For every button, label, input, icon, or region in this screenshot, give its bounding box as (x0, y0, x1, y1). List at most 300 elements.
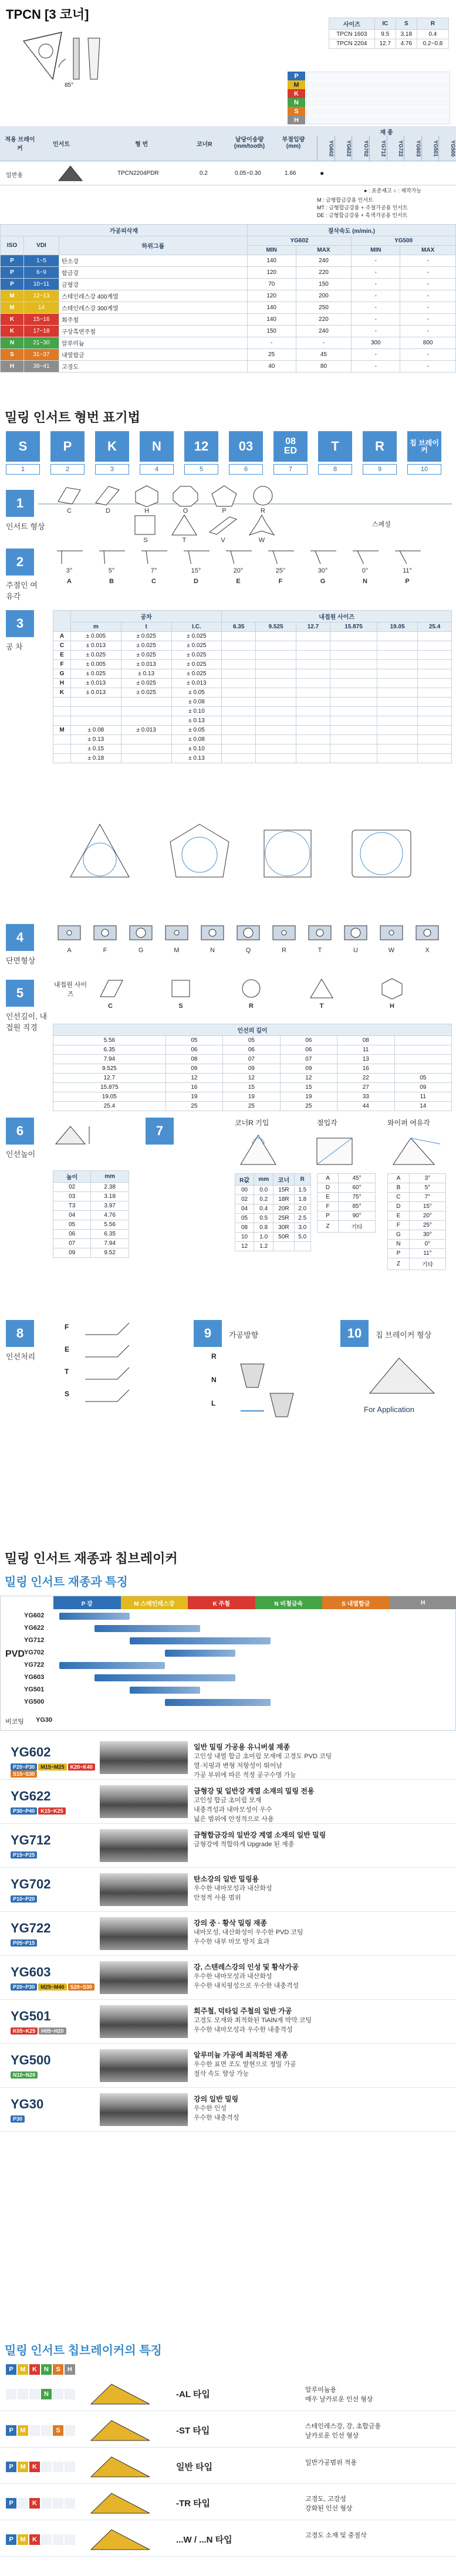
breaker-iso-head-cell: K (29, 2364, 40, 2375)
edge-prep-icon (82, 1365, 147, 1383)
grade-group-header: S 내열합금 (322, 1596, 390, 1609)
step-8-box: 8 (6, 1320, 34, 1347)
grade-item-line: 우수한 내마모성과 내산화성 (194, 1885, 272, 1892)
special-label: 스페셜 (372, 521, 391, 528)
breaker-iso-cell: M (18, 2462, 28, 2472)
height-cell: 7.94 (91, 1239, 129, 1248)
tol-row (53, 707, 452, 716)
wiper-cell: 30° (409, 1230, 445, 1240)
tol-cell (121, 698, 171, 707)
tol-cell (256, 707, 296, 716)
clearance-angle: 20° (233, 567, 244, 574)
edge-length-row (53, 1064, 452, 1074)
code-row (0, 431, 456, 478)
speed-cell: - (352, 255, 400, 267)
corner-r-row (235, 1214, 311, 1223)
grade-item-desc (194, 1742, 446, 1780)
grade-cols (317, 136, 456, 161)
edge-length-cell: 19 (165, 1092, 222, 1102)
group-cell: 스테인레스강 300계열 (59, 302, 248, 314)
legend-line: M : 금형합금강용 인서트 (317, 197, 373, 203)
tol-cell (222, 641, 256, 651)
grade-bar-label: YG702 (24, 1649, 45, 1656)
height-cell: 4.76 (91, 1211, 129, 1220)
tol-cell (222, 632, 256, 641)
step-6-label: 인선높이 (6, 1150, 36, 1159)
breaker-iso-head-cell: N (41, 2364, 52, 2375)
code-number: 3 (95, 464, 129, 475)
cutting-angle-cell: Z (317, 1221, 339, 1233)
code-number: 9 (363, 464, 397, 475)
grade-group-header: N 비철금속 (255, 1596, 323, 1609)
corner-r-cell: 00 (235, 1186, 254, 1195)
shape-letter: C (67, 507, 72, 514)
edge-prep-letter: E (65, 1345, 70, 1353)
grade-tag: M25~M40 (38, 1983, 66, 1991)
tol-col: 15.875 (330, 622, 377, 632)
size-shape-letter: C (108, 1003, 113, 1010)
tol-cell: ± 0.025 (71, 669, 121, 679)
grade-col: YG501 (421, 136, 439, 161)
stock-note: ● : 표준재고 ○ : 제작가능 (364, 188, 421, 194)
edge-length-cell: 14 (394, 1102, 451, 1111)
breaker-iso-cell: M (18, 2425, 28, 2436)
grade-group-header: H (390, 1596, 456, 1609)
col-code: 형 번 (135, 141, 148, 148)
tol-cell: ± 0.005 (71, 660, 121, 669)
grade-item-desc (194, 2050, 446, 2079)
section-letter: T (317, 947, 322, 954)
tol-cell (121, 707, 171, 716)
tol-cell: ± 0.13 (171, 716, 222, 726)
corner-r-head: R값 (235, 1174, 254, 1186)
grade-item-line: 내충격성과 내마모성이 우수 (194, 1806, 272, 1813)
tol-row (53, 744, 452, 754)
group-cell: 합금강 (59, 267, 248, 279)
edge-length-cell: 5.56 (53, 1036, 166, 1045)
speed-cell: 150 (247, 326, 296, 337)
spec-cell: TPCN 2204 (329, 39, 375, 49)
breaker-desc (305, 2422, 381, 2440)
group-cell: 내열합금 (59, 349, 248, 361)
max-header: MAX (296, 246, 352, 255)
grade-groups (53, 1596, 456, 1609)
grade-item-desc (194, 1830, 446, 1849)
tol-cell: ± 0.08 (171, 698, 222, 707)
wiper-cell: D (388, 1202, 410, 1211)
clearance-icon (391, 549, 426, 566)
tol-cell (296, 669, 330, 679)
shape-p-icon (208, 484, 241, 507)
speed-cell: 140 (247, 255, 296, 267)
wiper-cell: G (388, 1230, 410, 1240)
tol-cell (256, 632, 296, 641)
tol-cell (330, 698, 377, 707)
tol-cell (296, 651, 330, 660)
wiper-row (388, 1249, 446, 1258)
col-feed: 날당이송량 (mm/tooth) (234, 137, 265, 150)
clearance-angle: 7° (150, 567, 157, 574)
corner-r-cell: 05 (235, 1214, 254, 1223)
grade-item-title: 알루미늄 가공에 최적화된 재종 (194, 2051, 288, 2059)
grade-item-tags (11, 2115, 99, 2123)
tol-cell (256, 735, 296, 744)
section-letter: W (388, 947, 395, 954)
iso-p: P (288, 72, 305, 80)
uncoated-label: 비코팅 (5, 1718, 24, 1725)
grade-item (0, 2000, 456, 2044)
breaker-iso-cell (41, 2498, 52, 2509)
grade-tag: K05~K25 (11, 2027, 38, 2035)
cutting-angle-row (317, 1211, 376, 1221)
coating-label: PVD • TiAlN (101, 1868, 130, 1874)
grade-item-tags (11, 1763, 99, 1778)
edge-length-cell: 44 (337, 1102, 394, 1111)
direction-letter: L (211, 1399, 216, 1407)
col-grades: 재 종 (380, 130, 393, 136)
step-10-box: 10 (340, 1320, 369, 1347)
edge-length-row (53, 1092, 452, 1102)
cutting-row (1, 361, 456, 373)
edge-length-cell: 12 (165, 1074, 222, 1083)
grade-item-tags (11, 1983, 99, 1991)
cutting-row (1, 267, 456, 279)
legend (317, 197, 452, 219)
corner-r-cell: 1.2 (254, 1242, 273, 1251)
speed-cell: 250 (296, 302, 352, 314)
microstructure-image (100, 1873, 188, 1906)
grade-bar (94, 1625, 200, 1632)
grade-tag: P15~P25 (11, 1851, 37, 1859)
edge-prep-icon (82, 1387, 147, 1406)
tol-cell: H (53, 679, 71, 688)
grade-item (0, 1868, 456, 1912)
grade-item (0, 1912, 456, 1956)
tol-row (53, 651, 452, 660)
code-number: 4 (140, 464, 174, 475)
iso-h: H (288, 116, 305, 124)
speed-cell: 80 (296, 361, 352, 373)
tol-cell: F (53, 660, 71, 669)
s7-w-label: 와이퍼 여유각 (387, 1119, 430, 1127)
product-depth: 1.66 (285, 170, 296, 177)
step-6-box: 6 (6, 1118, 34, 1145)
tol-cell (330, 688, 377, 698)
edge-length-cell: 25 (165, 1102, 222, 1111)
height-row (53, 1183, 129, 1192)
wiper-cell: 15° (409, 1202, 445, 1211)
tol-cell (418, 651, 452, 660)
clearance-angle: 3° (66, 567, 73, 574)
corner-r-cell: 10 (235, 1233, 254, 1242)
spec-cell: 0.2~0.8 (417, 39, 448, 49)
tol-cell (296, 707, 330, 716)
clearance-letter: A (67, 578, 72, 585)
microstructure-image (100, 1829, 188, 1862)
speed-cell: 240 (296, 326, 352, 337)
speed-cell: 240 (296, 255, 352, 267)
tol-cell (53, 698, 71, 707)
tol-cell (222, 669, 256, 679)
breaker-icon (88, 2418, 153, 2445)
breaker-desc-line: 고경도 소재 및 중절삭 (305, 2532, 367, 2539)
tol-cell (71, 716, 121, 726)
edge-length-cell: 11 (394, 1092, 451, 1102)
corner-r-cell: 0.5 (254, 1214, 273, 1223)
height-col: 높이 (53, 1171, 91, 1183)
section-shape-icon (124, 921, 157, 945)
wiper-cell: 5° (409, 1183, 445, 1193)
tol-cell (53, 735, 71, 744)
height-cell: 02 (53, 1183, 91, 1192)
group-header: 하위그룹 (59, 236, 248, 255)
edge-length-cell: 12 (280, 1074, 337, 1083)
speed-cell: 220 (296, 267, 352, 279)
grade-bar-label: YG712 (24, 1637, 45, 1644)
height-cell: 5.56 (91, 1220, 129, 1230)
grade-item-line: 안정적 사용 범위 (194, 1894, 241, 1901)
spec-cell: 4.76 (396, 39, 417, 49)
iso-cell: P (1, 255, 24, 267)
tol-cell (296, 632, 330, 641)
iso-grid (306, 72, 450, 124)
wiper-cell: A (388, 1174, 410, 1183)
tol-blank (53, 611, 71, 632)
shape-v-icon (207, 513, 239, 537)
grade-item-line: 넓은 범위에 안정적으로 사용 (194, 1816, 274, 1823)
code-number: 8 (318, 464, 352, 475)
breaker-iso-cell: S (53, 2425, 63, 2436)
coating-label: PVD • AlCrN (101, 1824, 131, 1830)
spec-cell: 3.18 (396, 30, 417, 39)
grade-tag: P30~P40 (11, 1807, 37, 1815)
grade-tag: K15~K25 (38, 1807, 65, 1815)
tol-cell (296, 754, 330, 763)
insert-thumbnail (56, 164, 85, 183)
corner-r-cell: 25R (273, 1214, 294, 1223)
tol-cell (296, 744, 330, 754)
tol-cell (418, 716, 452, 726)
group-cell: 회주철 (59, 314, 248, 326)
grade-item-desc (194, 1786, 446, 1824)
tol-cell (296, 660, 330, 669)
edge-length-cell: 25 (280, 1102, 337, 1111)
cutting-row (1, 279, 456, 290)
grade-tag: P30 (11, 2115, 25, 2123)
height-cell: 06 (53, 1230, 91, 1239)
corner-r-row (235, 1242, 311, 1251)
grade-item-line: 우수한 내부 마모 방지 효과 (194, 1938, 270, 1945)
tol-row (53, 754, 452, 763)
group-cell: 고경도 (59, 361, 248, 373)
grade-item-desc (194, 1918, 446, 1947)
wiper-cell: N (388, 1240, 410, 1249)
section-shape-icon (53, 921, 86, 945)
section-letter: F (103, 947, 107, 954)
product-header (0, 126, 456, 161)
breakers-section (0, 2341, 456, 2575)
tol-cell: G (53, 669, 71, 679)
cutting-angle-cell: P (317, 1211, 339, 1221)
clearance-letter: P (405, 578, 410, 585)
corner-r-cell: 1.5 (294, 1186, 310, 1195)
tol-cell: ± 0.013 (71, 688, 121, 698)
breaker-iso-cell (65, 2389, 75, 2399)
tol-col: 25.4 (418, 622, 452, 632)
grade-chart (0, 1596, 456, 1731)
tol-cell (222, 754, 256, 763)
col-depth: 부절입량 (mm) (282, 137, 305, 150)
speed-cell: - (352, 302, 400, 314)
breaker-name: 일반 타입 (176, 2462, 213, 2472)
spec-cell: 9.5 (374, 30, 396, 39)
speed-cell: - (247, 337, 296, 349)
edge-prep-letter: F (65, 1323, 69, 1331)
corner-r-head: 코너 (273, 1174, 294, 1186)
breaker-iso-cell: K (29, 2462, 40, 2472)
edge-prep-letter: S (65, 1390, 70, 1398)
wiper-cell: 25° (409, 1221, 445, 1230)
corner-r-cell: 04 (235, 1204, 254, 1214)
wiper-cell: 11° (409, 1249, 445, 1258)
spec-cell: TPCN 1603 (329, 30, 375, 39)
tolerance-drawings (53, 813, 452, 906)
clearance-letter: B (109, 578, 114, 585)
grade-item (0, 1956, 456, 2000)
tol-cell (256, 698, 296, 707)
clearance-letter: N (363, 578, 367, 585)
corner-r-cell: 2.5 (294, 1214, 310, 1223)
speed-cell: 40 (247, 361, 296, 373)
section-shape-icon (196, 921, 229, 945)
tol-cell (418, 632, 452, 641)
tol-cell (418, 735, 452, 744)
edge-length-row (53, 1036, 452, 1045)
section-shape-icon (375, 921, 408, 945)
col-insert: 인서트 (53, 141, 70, 148)
breaker-iso-cell (29, 2425, 40, 2436)
edge-length-row (53, 1083, 452, 1092)
breaker-iso-cell (41, 2425, 52, 2436)
edge-length-cell: 09 (223, 1064, 280, 1074)
clearance-row (53, 549, 452, 590)
tol-cell: ± 0.18 (71, 754, 121, 763)
group-cell: 금형강 (59, 279, 248, 290)
tol-cell: ± 0.025 (71, 651, 121, 660)
tpcn-drawing (18, 26, 106, 91)
vdi-cell: 38~41 (24, 361, 59, 373)
breaker-icon (88, 2527, 153, 2554)
grades-section (0, 1549, 456, 2253)
grade-item (0, 2088, 456, 2132)
section-shape-row (53, 921, 452, 962)
tol-cell (256, 744, 296, 754)
section-letter: Q (245, 947, 251, 954)
tol-cell (377, 716, 418, 726)
height-row (53, 1220, 129, 1230)
iso-cell: M (1, 290, 24, 302)
tol-cell: ± 0.10 (171, 707, 222, 716)
wiper-row (388, 1193, 446, 1202)
tol-col: I.C. (171, 622, 222, 632)
grade-bar (165, 1699, 271, 1706)
legend-line: DE : 금형합금강용 + 흑색가공용 인서트 (317, 212, 408, 218)
tol-cell (418, 754, 452, 763)
tolerance-table (53, 610, 452, 763)
cutting-row (1, 290, 456, 302)
grade-item-line: 열·치핑과 변형 저항성이 뛰어남 (194, 1762, 282, 1769)
grade-group-header: M 스테인레스강 (121, 1596, 188, 1609)
tol-cell (377, 698, 418, 707)
grade-item-line: 우수한 표면 조도 발현으로 정밀 가공 (194, 2061, 296, 2068)
breaker-name: ...W / ...N 타입 (176, 2535, 232, 2545)
speed-cell: - (296, 337, 352, 349)
grade-item-desc (194, 2006, 446, 2035)
speed-cell: 140 (247, 302, 296, 314)
edge-length-cell: 16 (165, 1083, 222, 1092)
code-box: K (95, 431, 129, 462)
corner-r-cell: 3.0 (294, 1223, 310, 1233)
tol-cell: ± 0.013 (121, 660, 171, 669)
height-row (53, 1201, 129, 1211)
spec-header: R (417, 18, 448, 30)
speed-cell: - (400, 279, 456, 290)
tol-cell (222, 726, 256, 735)
edge-length-cell: 06 (223, 1045, 280, 1055)
breaker-iso-cell (53, 2534, 63, 2545)
edge-length-cell: 15 (223, 1083, 280, 1092)
iso-color-stack (288, 72, 305, 124)
corner-r-cell: 0.8 (254, 1223, 273, 1233)
yg30-label: YG30 (36, 1717, 53, 1724)
code-box: R (363, 431, 397, 462)
shape-letter: S (143, 537, 148, 544)
section-shape-icon (339, 921, 372, 945)
tol-cell (330, 660, 377, 669)
tol-cell (377, 688, 418, 698)
cutting-angle-row (317, 1193, 376, 1202)
step-3-box: 3 (6, 610, 34, 637)
corner-r-head: mm (254, 1174, 273, 1186)
tol-row (53, 660, 452, 669)
edge-length-cell: 11 (337, 1045, 394, 1055)
corner-r-cell: 15R (273, 1186, 294, 1195)
tol-cell (377, 679, 418, 688)
speed-cell: - (400, 349, 456, 361)
tol-cell (418, 669, 452, 679)
tol-row (53, 632, 452, 641)
tol-cell (53, 744, 71, 754)
grade-item-line: 고인성 내열 합금 초미립 모재에 고경도 PVD 코팅 (194, 1753, 332, 1760)
edge-length-cell: 09 (165, 1064, 222, 1074)
edge-length-cell: 08 (337, 1036, 394, 1045)
edge-prep-icon (82, 1321, 147, 1339)
microstructure-image (100, 1741, 188, 1774)
breaker-iso-cell (53, 2462, 63, 2472)
tol-cell: K (53, 688, 71, 698)
height-cell: 3.97 (91, 1201, 129, 1211)
tol-cell: ± 0.025 (171, 641, 222, 651)
breaker-iso-head-cell: S (53, 2364, 63, 2375)
s7-r-label: 코너R 기입 (235, 1119, 269, 1127)
grade-header: YG602 (247, 236, 352, 246)
grade-col: YG500 (438, 136, 456, 161)
breaker-iso-cell (6, 2389, 16, 2399)
tol-cell: ± 0.025 (121, 688, 171, 698)
coating-label: PVD • AlTiN (101, 1736, 129, 1742)
speed-cell: - (352, 349, 400, 361)
shape-d-icon (92, 484, 124, 507)
